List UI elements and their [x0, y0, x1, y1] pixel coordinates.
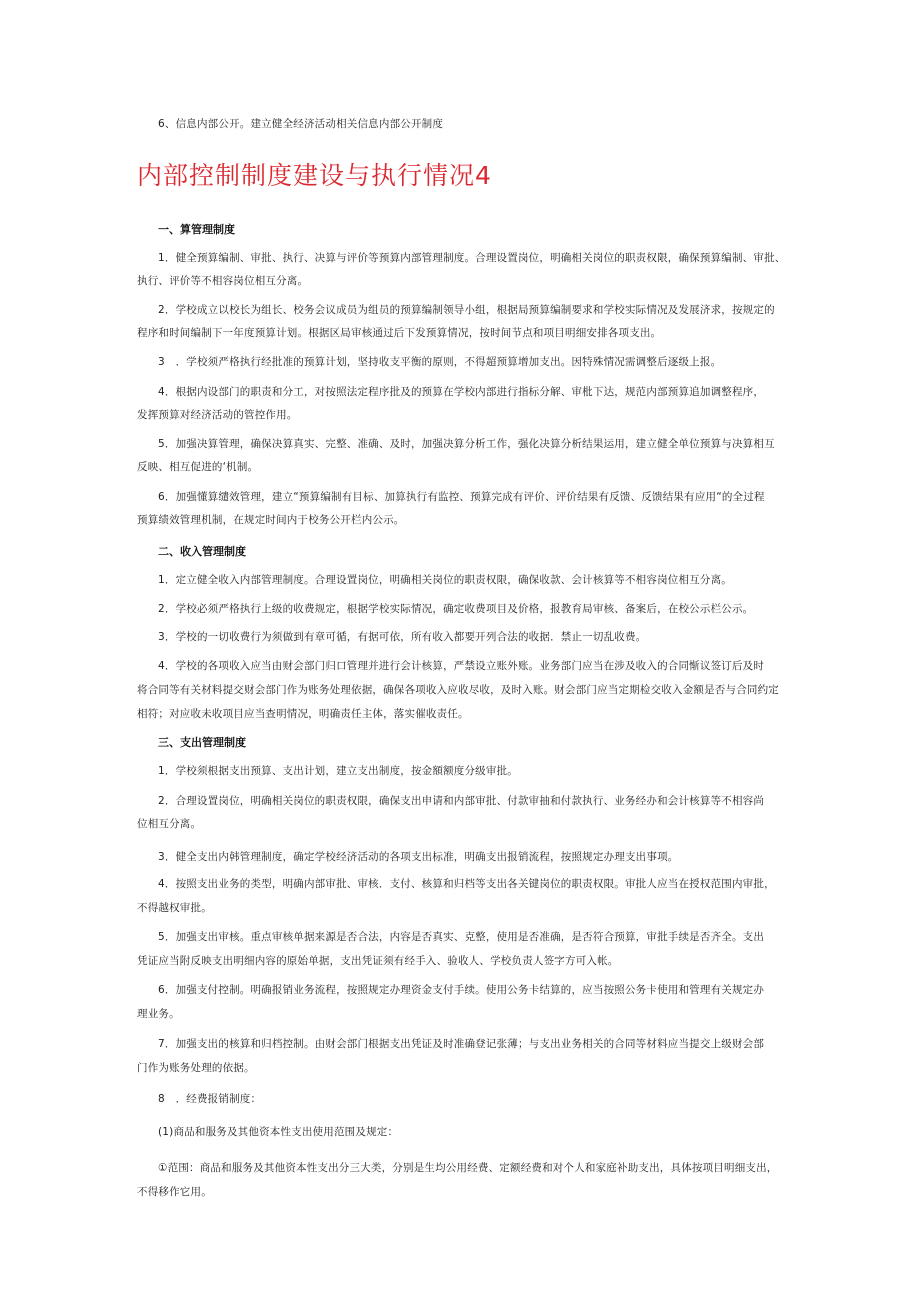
paragraph-line: 2．合理设置岗位，明确相关岗位的职责权限，确保支出申请和内部审批、付款审抽和付款执行、业务经办和会计核算等不相容尚	[158, 795, 765, 807]
paragraph-line: 程序和时间编制下一年度预算计划。根据区局审核通过后下发预算情况，按时间节点和项目明细安排各项支出。	[137, 327, 662, 339]
paragraph-line: 3．学校的一切收费行为须做到有章可循，有据可依，所有收入都要开列合法的收据．禁止一切乱收费。	[158, 631, 647, 643]
paragraph-line: 7．加强支出的核算和归档控制。由财会部门根据支出凭证及时准确登记张薄；与支出业务相关的合同等材料应当提交上级财会部	[158, 1038, 765, 1050]
paragraph-line: ①范围：商品和服务及其他资本性支出分三大类，分别是生均公用经费、定额经费和对个人和家庭补助支出，具体按项目明细支出，	[158, 1162, 778, 1174]
intro-line: 6、信息内部公开。建立健全经济活动相关信息内部公开制度	[158, 118, 444, 130]
paragraph-line: 预算绩效管理机制，在规定时间内于校务公开栏内公示。	[137, 514, 405, 526]
paragraph-line: 将合同等有关材料提交财会部门作为账务处理依据，确保各项收入应收尽收，及时入账。财会部门应当定期检交收入金额是否与合同约定	[137, 684, 779, 696]
paragraph-line: 反映、相互促进的‘机制。	[137, 461, 259, 473]
paragraph-line: 3 ．学校须严格执行经批准的预算计划，坚持收支平衡的原则，不得超预算增加支出。因特殊情况需调整后逐级上报。	[158, 356, 722, 368]
paragraph-line: 3．健全支出内韩管理制度，确定学校经济活动的各项支出标准，明确支出报销流程，按照规定办理支出事项。	[158, 851, 679, 863]
paragraph-line: 不得越权审批。	[137, 902, 212, 914]
paragraph-line: 1．健全预算编制、审批、执行、决算与评价等预算内部管理制度。合理设置岗位，明确相关岗位的职责权限，确保预算编制、审批、	[158, 252, 786, 264]
paragraph-line: 4．根据内设部门的职责和分工，对按照法定程序批及的预算在学校内部进行指标分解、审枇下达，规范内部预算追加调整程序，	[158, 386, 765, 398]
paragraph-line: 理业务。	[137, 1008, 180, 1020]
paragraph-line: 6．加强支付控制。明确报销业务流程，按照规定办理资金支付手续。使用公务卡结算的，应当按照公务卡使用和管理有关规定办	[158, 984, 765, 996]
paragraph-line: 相符；对应收未收项目应当查明情况，明确责任主体，落实催收责任。	[137, 708, 469, 720]
paragraph-line: 发挥预算对经济活动的管控作用。	[137, 409, 298, 421]
paragraph-line: 不得移作它用。	[137, 1186, 212, 1198]
paragraph-line: 6．加强懂算缱效管理，建立“预算编制有目标、加算执行有监控、预算完成有评价、评价结果有反馈、反馈结果有应用“的全过程	[158, 491, 765, 503]
paragraph-line: 4．学校的各项收入应当由财会部门归口管理并进行会计核算，严禁设立账外账。业务部门应当在涉及收入的合同惭议签订后及时	[158, 660, 765, 672]
paragraph-line: 1．学校须根据支出预算、支出计划，建立支出制度，按金額额度分级审批。	[158, 765, 518, 777]
paragraph-line: 5．加强支出审核。重点审核单据来源是否合法，内容是否真实、克整，使用是否准确，是否符合预算，审批手续是否齐全。支出	[158, 931, 765, 943]
section-heading-income: 二、收入管理制度	[158, 545, 246, 558]
paragraph-line: 8 ．经费报销制度：	[158, 1093, 262, 1105]
paragraph-line: 5．加强决算管理，确保决算真实、完整、准确、及时，加强决算分析工作，强化决算分析结果运用，建立健全单位预算与决算相互	[158, 438, 775, 450]
paragraph-line: 门作为账务处理的依据。	[137, 1062, 255, 1074]
paragraph-line: 位相互分离。	[137, 818, 202, 830]
paragraph-line: (1)商品和服务及其他资本性支出使用范围及规定：	[158, 1126, 399, 1138]
paragraph-line: 2．学校必须严格执行上级的收费规定，根据学校实际情况，确定收费项目及价格，报教育局审核、备案后，在校公示栏公示。	[158, 603, 754, 615]
paragraph-line: 凭证应当附反映支出明细内容的原始单据，支出凭证须有经手入、验收人、学校负责人签字方可入帐。	[137, 955, 619, 967]
paragraph-line: 1．定立健全收入内部管理制度。合理设置岗位，明确相关岗位的职责权限，确保收款、会计核算等不相容岗位相互分离。	[158, 574, 732, 586]
paragraph-line: 执行、评价等不相容岗位相互分离。	[137, 275, 309, 287]
section-heading-expenditure: 三、支出管理制度	[158, 736, 246, 749]
document-title: 内部控制制度建设与执行情况4	[137, 161, 492, 190]
section-heading-budget: 一、算管理制度	[158, 223, 235, 236]
paragraph-line: 4．按照支出业务的类型，明确内部审批、审核．支付、核算和归档等支出各关键岗位的职责权限。审批人应当在授权范围内审批，	[158, 878, 775, 890]
paragraph-line: 2．学校成立以校长为组长、校务会议成员为组员的预算编制领导小组，根据局预算编制要求和学校实际情况及发展济求，按规定的	[158, 304, 775, 316]
